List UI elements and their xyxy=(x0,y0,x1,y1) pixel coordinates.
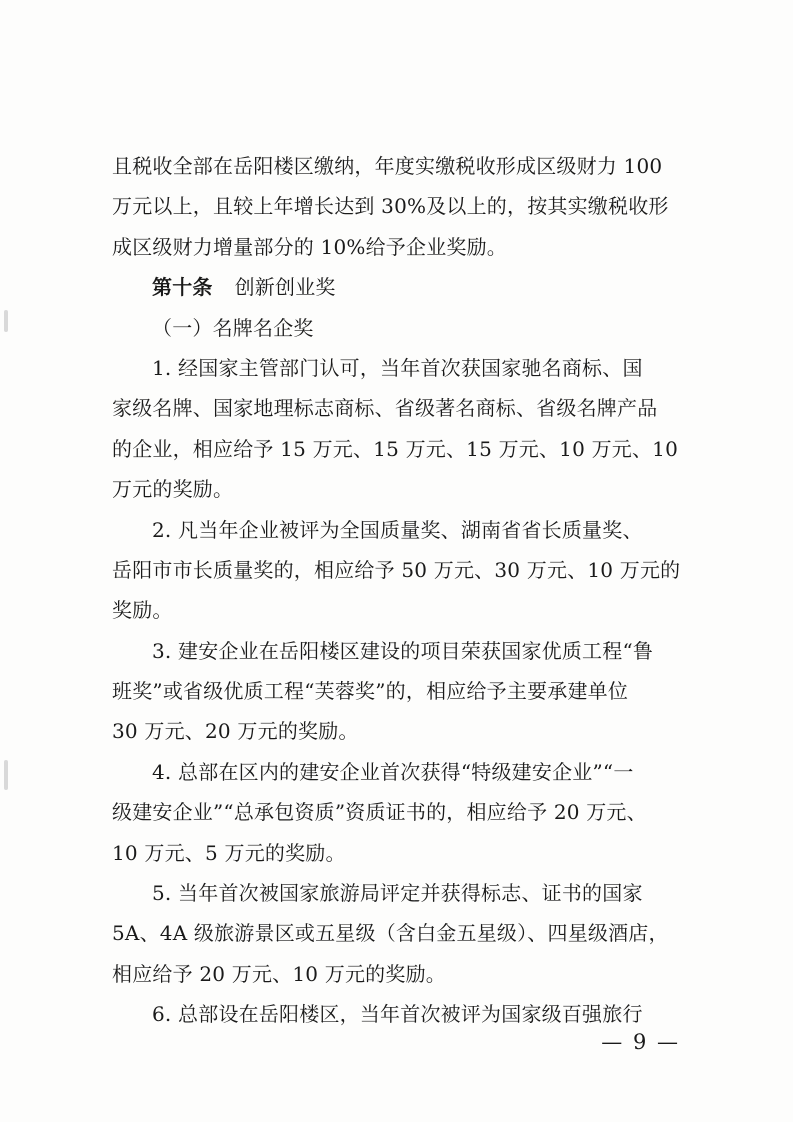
text-line: 5. 当年首次被国家旅游局评定并获得标志、证书的国家 xyxy=(152,881,643,906)
page-number: — 9 — xyxy=(601,1030,680,1054)
text-line: 成区级财力增量部分的 10%给予企业奖励。 xyxy=(112,234,508,259)
text-line: 家级名牌、国家地理标志商标、省级著名商标、省级名牌产品 xyxy=(112,396,658,421)
text-line: 级建安企业”“总承包资质”资质证书的，相应给予 20 万元、 xyxy=(112,800,647,825)
article-title: 创新创业奖 xyxy=(234,275,336,300)
text-line: 万元以上，且较上年增长达到 30%及以上的，按其实缴税收形 xyxy=(112,194,669,219)
scan-edge-mark xyxy=(4,760,8,790)
text-line: 1. 经国家主管部门认可，当年首次获国家驰名商标、国 xyxy=(152,355,643,380)
text-line: 3. 建安企业在岳阳楼区建设的项目荣获国家优质工程“鲁 xyxy=(152,638,654,663)
text-line: 2. 凡当年企业被评为全国质量奖、湖南省省长质量奖、 xyxy=(152,517,643,542)
text-line: 的企业，相应给予 15 万元、15 万元、15 万元、10 万元、10 xyxy=(112,436,679,461)
text-line: 4. 总部在区内的建安企业首次获得“特级建安企业”“一 xyxy=(152,759,634,784)
text-line: 万元的奖励。 xyxy=(112,477,234,502)
body-text xyxy=(112,146,680,1035)
text-line: 6. 总部设在岳阳楼区，当年首次被评为国家级百强旅行 xyxy=(152,1002,643,1027)
article-label: 第十条 xyxy=(152,275,213,300)
text-line: 奖励。 xyxy=(112,598,173,623)
text-line: 5A、4A 级旅游景区或五星级（含白金五星级）、四星级酒店， xyxy=(112,921,669,946)
text-line: 相应给予 20 万元、10 万元的奖励。 xyxy=(112,961,446,986)
text-line: 30 万元、20 万元的奖励。 xyxy=(112,719,359,744)
text-line: 班奖”或省级优质工程“芙蓉奖”的，相应给予主要承建单位 xyxy=(112,679,629,704)
scan-edge-mark xyxy=(4,310,8,332)
text-line: 且税收全部在岳阳楼区缴纳，年度实缴税收形成区级财力 100 xyxy=(112,154,663,178)
text-line: 岳阳市市长质量奖的，相应给予 50 万元、30 万元、10 万元的 xyxy=(112,557,681,582)
section-heading: （一）名牌名企奖 xyxy=(152,315,314,340)
text-line: 10 万元、5 万元的奖励。 xyxy=(112,840,346,865)
article-heading xyxy=(112,267,680,307)
